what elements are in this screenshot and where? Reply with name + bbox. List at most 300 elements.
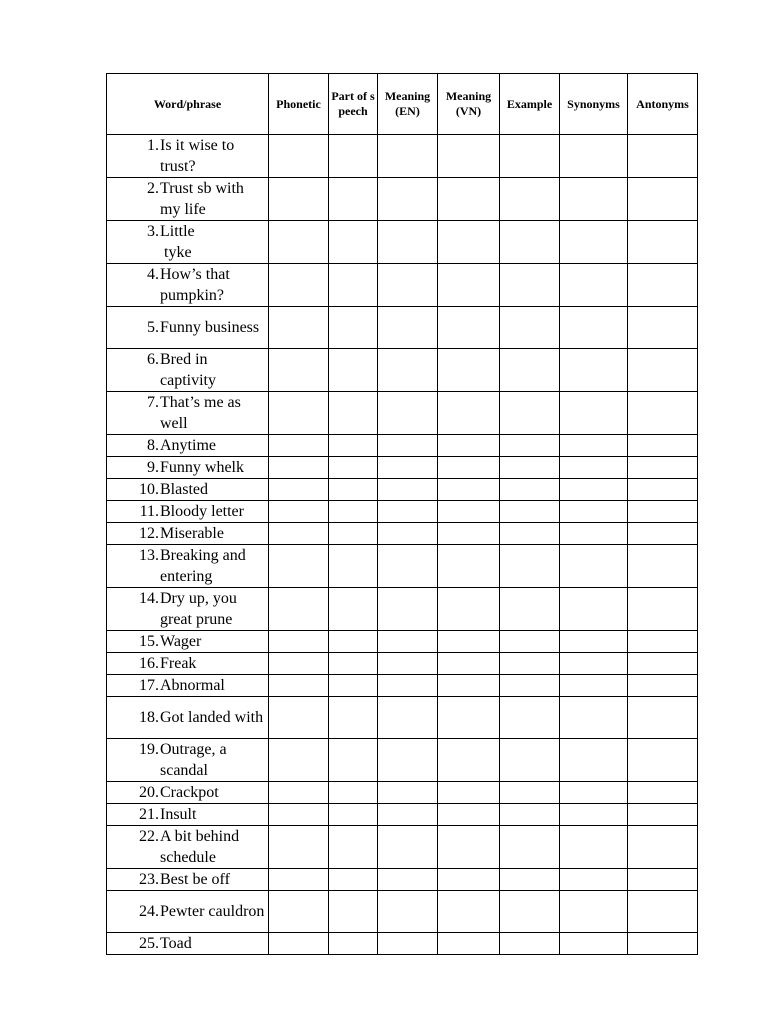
- antonyms-cell: [628, 307, 698, 349]
- antonyms-cell: [628, 782, 698, 804]
- table-row: [107, 307, 698, 349]
- meaning-vn-cell: [438, 392, 500, 435]
- header-meaning-vn: Meaning (VN): [438, 74, 500, 135]
- phonetic-cell: [269, 307, 329, 349]
- item-number: 6.: [147, 351, 159, 368]
- phonetic-cell: [269, 697, 329, 739]
- meaning-vn-cell: [438, 221, 500, 264]
- item-text: Anytime: [160, 437, 216, 454]
- synonyms-cell: [560, 545, 628, 588]
- antonyms-cell: [628, 739, 698, 782]
- example-cell: [500, 826, 560, 869]
- part-of-speech-cell: [329, 675, 378, 697]
- list-item: [107, 933, 266, 954]
- synonyms-cell: [560, 349, 628, 392]
- antonyms-cell: [628, 631, 698, 653]
- list-item: [107, 479, 266, 500]
- example-cell: [500, 479, 560, 501]
- synonyms-cell: [560, 891, 628, 933]
- meaning-vn-cell: [438, 501, 500, 523]
- phonetic-cell: [269, 739, 329, 782]
- item-number: 7.: [147, 394, 159, 411]
- phonetic-cell: [269, 826, 329, 869]
- example-cell: [500, 178, 560, 221]
- example-cell: [500, 933, 560, 955]
- item-number: 9.: [147, 459, 159, 476]
- example-cell: [500, 588, 560, 631]
- part-of-speech-cell: [329, 264, 378, 307]
- example-cell: [500, 631, 560, 653]
- item-text: Best be off: [160, 871, 230, 888]
- part-of-speech-cell: [329, 933, 378, 955]
- meaning-en-cell: [378, 435, 438, 457]
- phonetic-cell: [269, 869, 329, 891]
- item-text: Little tyke: [160, 223, 195, 261]
- item-number: 10.: [139, 481, 159, 498]
- item-number: 8.: [147, 437, 159, 454]
- list-item: [107, 545, 266, 587]
- meaning-vn-cell: [438, 523, 500, 545]
- example-cell: [500, 782, 560, 804]
- phonetic-cell: [269, 545, 329, 588]
- meaning-en-cell: [378, 178, 438, 221]
- list-item: [107, 901, 266, 922]
- synonyms-cell: [560, 479, 628, 501]
- table-row: [107, 135, 698, 178]
- item-number: 25.: [139, 935, 159, 952]
- item-number: 19.: [139, 741, 159, 758]
- synonyms-cell: [560, 826, 628, 869]
- meaning-vn-cell: [438, 782, 500, 804]
- antonyms-cell: [628, 457, 698, 479]
- word-phrase-cell: [107, 349, 269, 392]
- meaning-vn-cell: [438, 631, 500, 653]
- part-of-speech-cell: [329, 135, 378, 178]
- part-of-speech-cell: [329, 221, 378, 264]
- meaning-vn-cell: [438, 479, 500, 501]
- word-phrase-cell: [107, 675, 269, 697]
- synonyms-cell: [560, 178, 628, 221]
- header-word-phrase: Word/phrase: [107, 74, 269, 135]
- item-text: Dry up, you great prune: [160, 590, 241, 628]
- item-number: 24.: [139, 903, 159, 920]
- table-row: [107, 782, 698, 804]
- synonyms-cell: [560, 933, 628, 955]
- item-text: Trust sb with my life: [160, 180, 248, 218]
- list-item: [107, 135, 266, 177]
- part-of-speech-cell: [329, 588, 378, 631]
- antonyms-cell: [628, 891, 698, 933]
- header-antonyms: Antonyms: [628, 74, 698, 135]
- meaning-en-cell: [378, 264, 438, 307]
- antonyms-cell: [628, 523, 698, 545]
- item-number: 16.: [139, 655, 159, 672]
- part-of-speech-cell: [329, 501, 378, 523]
- example-cell: [500, 392, 560, 435]
- meaning-en-cell: [378, 697, 438, 739]
- antonyms-cell: [628, 479, 698, 501]
- item-number: 22.: [139, 828, 159, 845]
- table-row: [107, 501, 698, 523]
- example-cell: [500, 739, 560, 782]
- antonyms-cell: [628, 697, 698, 739]
- phonetic-cell: [269, 221, 329, 264]
- item-number: 23.: [139, 871, 159, 888]
- synonyms-cell: [560, 588, 628, 631]
- phonetic-cell: [269, 392, 329, 435]
- item-text: Bred in captivity: [160, 351, 216, 389]
- meaning-vn-cell: [438, 933, 500, 955]
- phonetic-cell: [269, 631, 329, 653]
- meaning-vn-cell: [438, 264, 500, 307]
- table-row: [107, 392, 698, 435]
- table-row: [107, 479, 698, 501]
- phonetic-cell: [269, 435, 329, 457]
- header-meaning-en: Meaning (EN): [378, 74, 438, 135]
- header-row: [107, 74, 698, 135]
- table-row: [107, 631, 698, 653]
- meaning-en-cell: [378, 221, 438, 264]
- example-cell: [500, 264, 560, 307]
- meaning-en-cell: [378, 349, 438, 392]
- synonyms-cell: [560, 804, 628, 826]
- phonetic-cell: [269, 804, 329, 826]
- list-item: [107, 501, 266, 522]
- antonyms-cell: [628, 264, 698, 307]
- meaning-en-cell: [378, 588, 438, 631]
- part-of-speech-cell: [329, 178, 378, 221]
- word-phrase-cell: [107, 826, 269, 869]
- item-number: 2.: [147, 180, 159, 197]
- item-text: Breaking and entering: [160, 547, 250, 585]
- word-phrase-cell: [107, 891, 269, 933]
- word-phrase-cell: [107, 264, 269, 307]
- list-item: [107, 588, 266, 630]
- word-phrase-cell: [107, 933, 269, 955]
- phonetic-cell: [269, 457, 329, 479]
- item-number: 1.: [147, 137, 159, 154]
- list-item: [107, 523, 266, 544]
- item-number: 20.: [139, 784, 159, 801]
- item-number: 13.: [139, 547, 159, 564]
- meaning-en-cell: [378, 782, 438, 804]
- vocabulary-table: [106, 73, 698, 955]
- word-phrase-cell: [107, 653, 269, 675]
- phonetic-cell: [269, 349, 329, 392]
- table-row: [107, 739, 698, 782]
- phonetic-cell: [269, 523, 329, 545]
- part-of-speech-cell: [329, 349, 378, 392]
- part-of-speech-cell: [329, 826, 378, 869]
- antonyms-cell: [628, 349, 698, 392]
- meaning-vn-cell: [438, 457, 500, 479]
- list-item: [107, 349, 266, 391]
- example-cell: [500, 435, 560, 457]
- header-phonetic: Phonetic: [269, 74, 329, 135]
- antonyms-cell: [628, 135, 698, 178]
- antonyms-cell: [628, 221, 698, 264]
- meaning-en-cell: [378, 307, 438, 349]
- phonetic-cell: [269, 653, 329, 675]
- meaning-en-cell: [378, 804, 438, 826]
- table-row: [107, 349, 698, 392]
- part-of-speech-cell: [329, 479, 378, 501]
- list-item: [107, 264, 266, 306]
- example-cell: [500, 545, 560, 588]
- example-cell: [500, 501, 560, 523]
- list-item: [107, 653, 266, 674]
- table-row: [107, 545, 698, 588]
- part-of-speech-cell: [329, 891, 378, 933]
- part-of-speech-cell: [329, 869, 378, 891]
- meaning-vn-cell: [438, 739, 500, 782]
- word-phrase-cell: [107, 501, 269, 523]
- synonyms-cell: [560, 675, 628, 697]
- item-number: 12.: [139, 525, 159, 542]
- table-row: [107, 933, 698, 955]
- table-row: [107, 697, 698, 739]
- phonetic-cell: [269, 588, 329, 631]
- meaning-vn-cell: [438, 178, 500, 221]
- example-cell: [500, 869, 560, 891]
- part-of-speech-cell: [329, 653, 378, 675]
- meaning-en-cell: [378, 653, 438, 675]
- item-number: 3.: [147, 223, 159, 240]
- table-row: [107, 804, 698, 826]
- table-row: [107, 457, 698, 479]
- antonyms-cell: [628, 435, 698, 457]
- meaning-en-cell: [378, 739, 438, 782]
- item-number: 4.: [147, 266, 159, 283]
- example-cell: [500, 653, 560, 675]
- synonyms-cell: [560, 221, 628, 264]
- example-cell: [500, 135, 560, 178]
- meaning-vn-cell: [438, 891, 500, 933]
- item-number: 17.: [139, 677, 159, 694]
- header-example: Example: [500, 74, 560, 135]
- list-item: [107, 739, 266, 781]
- meaning-vn-cell: [438, 869, 500, 891]
- synonyms-cell: [560, 135, 628, 178]
- synonyms-cell: [560, 307, 628, 349]
- item-text: Toad: [160, 935, 192, 952]
- list-item: [107, 317, 266, 338]
- meaning-vn-cell: [438, 135, 500, 178]
- antonyms-cell: [628, 933, 698, 955]
- phonetic-cell: [269, 782, 329, 804]
- meaning-vn-cell: [438, 804, 500, 826]
- meaning-en-cell: [378, 135, 438, 178]
- antonyms-cell: [628, 675, 698, 697]
- item-text: Outrage, a scandal: [160, 741, 231, 779]
- list-item: [107, 782, 266, 803]
- example-cell: [500, 349, 560, 392]
- table-row: [107, 523, 698, 545]
- item-text: Funny business: [160, 319, 260, 336]
- item-text: A bit behind schedule: [160, 828, 244, 866]
- list-item: [107, 435, 266, 456]
- table-row: [107, 435, 698, 457]
- antonyms-cell: [628, 869, 698, 891]
- item-text: Insult: [160, 806, 197, 823]
- meaning-en-cell: [378, 545, 438, 588]
- antonyms-cell: [628, 178, 698, 221]
- antonyms-cell: [628, 653, 698, 675]
- antonyms-cell: [628, 804, 698, 826]
- word-phrase-cell: [107, 631, 269, 653]
- item-number: 21.: [139, 806, 159, 823]
- list-item: [107, 804, 266, 825]
- phonetic-cell: [269, 933, 329, 955]
- table-row: [107, 891, 698, 933]
- item-text: How’s that pumpkin?: [160, 266, 234, 304]
- meaning-vn-cell: [438, 675, 500, 697]
- item-text: Pewter cauldron: [160, 903, 265, 920]
- table-row: [107, 826, 698, 869]
- example-cell: [500, 307, 560, 349]
- item-number: 14.: [139, 590, 159, 607]
- part-of-speech-cell: [329, 523, 378, 545]
- synonyms-cell: [560, 264, 628, 307]
- table-row: [107, 653, 698, 675]
- item-text: Blasted: [160, 481, 208, 498]
- example-cell: [500, 697, 560, 739]
- phonetic-cell: [269, 891, 329, 933]
- item-text: Bloody letter: [160, 503, 244, 520]
- list-item: [107, 826, 266, 868]
- part-of-speech-cell: [329, 307, 378, 349]
- list-item: [107, 392, 266, 434]
- meaning-en-cell: [378, 826, 438, 869]
- antonyms-cell: [628, 392, 698, 435]
- example-cell: [500, 457, 560, 479]
- meaning-en-cell: [378, 501, 438, 523]
- table-row: [107, 675, 698, 697]
- meaning-vn-cell: [438, 826, 500, 869]
- word-phrase-cell: [107, 307, 269, 349]
- meaning-vn-cell: [438, 545, 500, 588]
- part-of-speech-cell: [329, 697, 378, 739]
- word-phrase-cell: [107, 588, 269, 631]
- phonetic-cell: [269, 479, 329, 501]
- phonetic-cell: [269, 178, 329, 221]
- word-phrase-cell: [107, 457, 269, 479]
- item-text: Is it wise to trust?: [160, 137, 239, 175]
- meaning-vn-cell: [438, 697, 500, 739]
- synonyms-cell: [560, 697, 628, 739]
- list-item: [107, 221, 266, 263]
- word-phrase-cell: [107, 782, 269, 804]
- meaning-en-cell: [378, 891, 438, 933]
- item-text: That’s me as well: [160, 394, 245, 432]
- synonyms-cell: [560, 457, 628, 479]
- synonyms-cell: [560, 782, 628, 804]
- item-number: 5.: [147, 319, 159, 336]
- antonyms-cell: [628, 501, 698, 523]
- item-text: Freak: [160, 655, 197, 672]
- header-synonyms: Synonyms: [560, 74, 628, 135]
- meaning-en-cell: [378, 631, 438, 653]
- item-text: Funny whelk: [160, 459, 244, 476]
- synonyms-cell: [560, 501, 628, 523]
- meaning-en-cell: [378, 392, 438, 435]
- item-text: Abnormal: [160, 677, 225, 694]
- phonetic-cell: [269, 675, 329, 697]
- meaning-en-cell: [378, 675, 438, 697]
- table-row: [107, 869, 698, 891]
- item-text: Miserable: [160, 525, 224, 542]
- part-of-speech-cell: [329, 545, 378, 588]
- list-item: [107, 869, 266, 890]
- meaning-en-cell: [378, 479, 438, 501]
- word-phrase-cell: [107, 545, 269, 588]
- meaning-vn-cell: [438, 588, 500, 631]
- word-phrase-cell: [107, 479, 269, 501]
- part-of-speech-cell: [329, 631, 378, 653]
- word-phrase-cell: [107, 392, 269, 435]
- antonyms-cell: [628, 588, 698, 631]
- example-cell: [500, 221, 560, 264]
- table-row: [107, 264, 698, 307]
- antonyms-cell: [628, 826, 698, 869]
- meaning-en-cell: [378, 869, 438, 891]
- phonetic-cell: [269, 501, 329, 523]
- word-phrase-cell: [107, 221, 269, 264]
- word-phrase-cell: [107, 739, 269, 782]
- example-cell: [500, 891, 560, 933]
- table-row: [107, 588, 698, 631]
- item-number: 15.: [139, 633, 159, 650]
- item-number: 11.: [139, 503, 159, 520]
- example-cell: [500, 523, 560, 545]
- phonetic-cell: [269, 264, 329, 307]
- table-row: [107, 221, 698, 264]
- synonyms-cell: [560, 739, 628, 782]
- word-phrase-cell: [107, 523, 269, 545]
- part-of-speech-cell: [329, 804, 378, 826]
- meaning-vn-cell: [438, 653, 500, 675]
- table-row: [107, 178, 698, 221]
- word-phrase-cell: [107, 135, 269, 178]
- synonyms-cell: [560, 869, 628, 891]
- item-text: Crackpot: [160, 784, 219, 801]
- meaning-en-cell: [378, 933, 438, 955]
- part-of-speech-cell: [329, 782, 378, 804]
- word-phrase-cell: [107, 178, 269, 221]
- synonyms-cell: [560, 653, 628, 675]
- list-item: [107, 631, 266, 652]
- item-number: 18.: [139, 709, 159, 726]
- phonetic-cell: [269, 135, 329, 178]
- list-item: [107, 707, 266, 728]
- synonyms-cell: [560, 435, 628, 457]
- word-phrase-cell: [107, 869, 269, 891]
- list-item: [107, 675, 266, 696]
- item-text: Wager: [160, 633, 202, 650]
- word-phrase-cell: [107, 435, 269, 457]
- list-item: [107, 457, 266, 478]
- word-phrase-cell: [107, 804, 269, 826]
- meaning-vn-cell: [438, 435, 500, 457]
- synonyms-cell: [560, 631, 628, 653]
- synonyms-cell: [560, 392, 628, 435]
- example-cell: [500, 804, 560, 826]
- meaning-en-cell: [378, 523, 438, 545]
- part-of-speech-cell: [329, 739, 378, 782]
- example-cell: [500, 675, 560, 697]
- word-phrase-cell: [107, 697, 269, 739]
- meaning-vn-cell: [438, 307, 500, 349]
